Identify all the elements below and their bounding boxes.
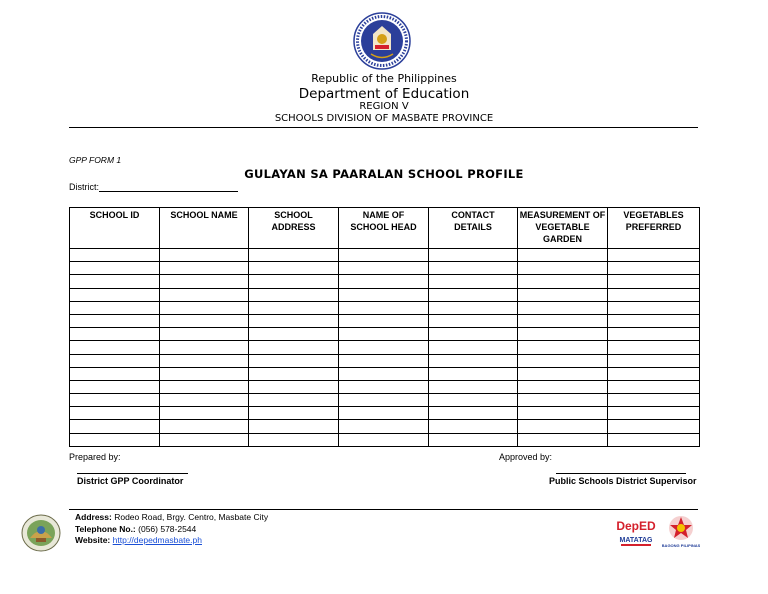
table-cell[interactable] [339, 407, 429, 420]
table-cell[interactable] [70, 301, 160, 314]
table-cell[interactable] [608, 367, 700, 380]
table-cell[interactable] [518, 407, 608, 420]
table-cell[interactable] [249, 394, 339, 407]
district-blank-line[interactable] [99, 182, 238, 192]
department-heading: Department of Education [298, 86, 470, 102]
table-cell[interactable] [70, 420, 160, 433]
approved-by-label: Approved by: [499, 452, 553, 462]
table-cell[interactable] [608, 301, 700, 314]
table-cell[interactable] [429, 288, 518, 301]
table-row [70, 314, 700, 327]
table-cell[interactable] [160, 275, 249, 288]
table-cell[interactable] [429, 367, 518, 380]
table-cell[interactable] [339, 288, 429, 301]
table-cell[interactable] [249, 354, 339, 367]
table-row [70, 433, 700, 446]
table-cell[interactable] [608, 262, 700, 275]
table-row [70, 380, 700, 393]
table-cell[interactable] [608, 407, 700, 420]
table-cell[interactable] [160, 262, 249, 275]
form-title: GULAYAN SA PAARALAN SCHOOL PROFILE [244, 167, 524, 181]
table-cell[interactable] [608, 314, 700, 327]
table-cell[interactable] [518, 314, 608, 327]
table-cell[interactable] [70, 367, 160, 380]
address-value: Rodeo Road, Brgy. Centro, Masbate City [114, 512, 269, 522]
table-cell[interactable] [249, 420, 339, 433]
header-divider [69, 127, 698, 128]
table-row [70, 262, 700, 275]
table-cell[interactable] [339, 394, 429, 407]
table-cell[interactable] [249, 328, 339, 341]
bp-logo-text: BAGONG PILIPINAS [662, 543, 700, 548]
republic-heading: Republic of the Philippines [311, 72, 457, 85]
table-cell[interactable] [518, 262, 608, 275]
table-cell[interactable] [339, 433, 429, 446]
table-cell[interactable] [339, 420, 429, 433]
table-cell[interactable] [339, 328, 429, 341]
division-heading: SCHOOLS DIVISION OF MASBATE PROVINCE [274, 113, 494, 124]
table-cell[interactable] [160, 314, 249, 327]
table-cell[interactable] [429, 328, 518, 341]
table-cell[interactable] [339, 249, 429, 262]
table-cell[interactable] [429, 394, 518, 407]
table-cell[interactable] [160, 433, 249, 446]
table-cell[interactable] [518, 249, 608, 262]
table-cell[interactable] [70, 288, 160, 301]
table-row [70, 367, 700, 380]
table-row [70, 407, 700, 420]
table-cell[interactable] [160, 407, 249, 420]
table-row [70, 328, 700, 341]
deped-sub-text: MATATAG [619, 537, 653, 544]
table-cell[interactable] [160, 341, 249, 354]
approved-signature-line [556, 473, 686, 474]
table-cell[interactable] [160, 354, 249, 367]
table-cell[interactable] [518, 394, 608, 407]
form-code: GPP FORM 1 [69, 155, 122, 165]
table-cell[interactable] [429, 249, 518, 262]
website-label: Website: [75, 535, 111, 545]
table-cell[interactable] [339, 380, 429, 393]
deped-seal-icon [353, 12, 411, 70]
website-line [75, 535, 268, 547]
table-cell[interactable] [70, 328, 160, 341]
table-cell[interactable] [249, 433, 339, 446]
table-cell[interactable] [70, 249, 160, 262]
table-cell[interactable] [429, 275, 518, 288]
table-cell[interactable] [429, 301, 518, 314]
table-cell[interactable] [339, 262, 429, 275]
region-heading: REGION V [359, 101, 409, 112]
table-cell[interactable] [429, 420, 518, 433]
table-cell[interactable] [429, 314, 518, 327]
table-row [70, 249, 700, 262]
column-header-school-id: SCHOOL ID [70, 208, 160, 249]
footer-contact [75, 512, 268, 547]
table-cell[interactable] [70, 341, 160, 354]
table-row [70, 354, 700, 367]
table-cell[interactable] [608, 380, 700, 393]
prepared-signature-line [77, 473, 188, 474]
table-row [70, 341, 700, 354]
table-row [70, 301, 700, 314]
column-header-vegetables: VEGETABLES PREFERRED [608, 208, 700, 249]
approved-by-role: Public Schools District Supervisor [549, 476, 697, 486]
table-cell[interactable] [339, 301, 429, 314]
school-profile-table [69, 207, 700, 447]
table-cell[interactable] [160, 380, 249, 393]
table-cell[interactable] [160, 367, 249, 380]
table-cell[interactable] [608, 433, 700, 446]
table-row [70, 420, 700, 433]
table-cell[interactable] [249, 301, 339, 314]
table-cell[interactable] [70, 407, 160, 420]
table-cell[interactable] [339, 367, 429, 380]
table-cell[interactable] [249, 275, 339, 288]
table-cell[interactable] [608, 341, 700, 354]
bagong-pilipinas-logo-icon [662, 512, 700, 550]
table-cell[interactable] [249, 380, 339, 393]
table-cell[interactable] [429, 380, 518, 393]
table-cell[interactable] [608, 249, 700, 262]
table-cell[interactable] [160, 249, 249, 262]
telephone-line [75, 524, 268, 536]
district-label: District: [69, 182, 99, 192]
table-cell[interactable] [518, 367, 608, 380]
table-cell[interactable] [429, 354, 518, 367]
table-cell[interactable] [339, 314, 429, 327]
table-row [70, 394, 700, 407]
table-cell[interactable] [70, 433, 160, 446]
deped-matatag-logo-icon [615, 516, 657, 548]
table-cell[interactable] [429, 433, 518, 446]
telephone-label: Telephone No.: [75, 523, 136, 534]
table-row [70, 288, 700, 301]
table-cell[interactable] [249, 288, 339, 301]
table-cell[interactable] [249, 407, 339, 420]
table-cell[interactable] [70, 275, 160, 288]
table-cell[interactable] [70, 314, 160, 327]
table-header-row [70, 208, 700, 249]
table-cell[interactable] [518, 420, 608, 433]
table-cell[interactable] [518, 328, 608, 341]
telephone-value: (056) 578-2544 [138, 523, 197, 534]
division-logo-icon [21, 514, 61, 552]
table-cell[interactable] [429, 407, 518, 420]
table-cell[interactable] [249, 249, 339, 262]
district-field[interactable] [69, 182, 238, 192]
table-cell[interactable] [249, 341, 339, 354]
address-label: Address: [75, 512, 112, 522]
column-header-measurement: MEASUREMENT OF VEGETABLE GARDEN [518, 208, 608, 249]
table-cell[interactable] [608, 275, 700, 288]
table-cell[interactable] [608, 420, 700, 433]
footer-divider [69, 509, 698, 510]
table-cell[interactable] [160, 420, 249, 433]
table-cell[interactable] [339, 275, 429, 288]
table-cell[interactable] [160, 301, 249, 314]
table-cell[interactable] [518, 380, 608, 393]
deped-logo-text: DepED [616, 519, 656, 533]
table-cell[interactable] [608, 328, 700, 341]
address-line [75, 512, 268, 524]
table-cell[interactable] [429, 262, 518, 275]
table-row [70, 275, 700, 288]
table-cell[interactable] [518, 288, 608, 301]
table-cell[interactable] [339, 354, 429, 367]
table-cell[interactable] [608, 288, 700, 301]
column-header-contact-details: CONTACT DETAILS [429, 208, 518, 249]
column-header-school-name: SCHOOL NAME [160, 208, 249, 249]
table-cell[interactable] [160, 328, 249, 341]
table-cell[interactable] [429, 341, 518, 354]
column-header-school-address: SCHOOL ADDRESS [249, 208, 339, 249]
table-cell[interactable] [70, 262, 160, 275]
table-cell[interactable] [518, 341, 608, 354]
table-cell[interactable] [608, 394, 700, 407]
table-cell[interactable] [160, 394, 249, 407]
table-cell[interactable] [70, 394, 160, 407]
table-cell[interactable] [518, 275, 608, 288]
table-cell[interactable] [608, 354, 700, 367]
prepared-by-role: District GPP Coordinator [77, 476, 184, 486]
table-cell[interactable] [70, 354, 160, 367]
website-link[interactable]: http://depedmasbate.ph [112, 535, 202, 545]
table-cell[interactable] [249, 314, 339, 327]
table-cell[interactable] [249, 262, 339, 275]
prepared-by-label: Prepared by: [69, 452, 121, 462]
column-header-school-head: NAME OF SCHOOL HEAD [339, 208, 429, 249]
table-cell[interactable] [339, 341, 429, 354]
table-cell[interactable] [160, 288, 249, 301]
table-cell[interactable] [518, 354, 608, 367]
table-cell[interactable] [518, 433, 608, 446]
table-cell[interactable] [518, 301, 608, 314]
table-cell[interactable] [70, 380, 160, 393]
table-cell[interactable] [249, 367, 339, 380]
